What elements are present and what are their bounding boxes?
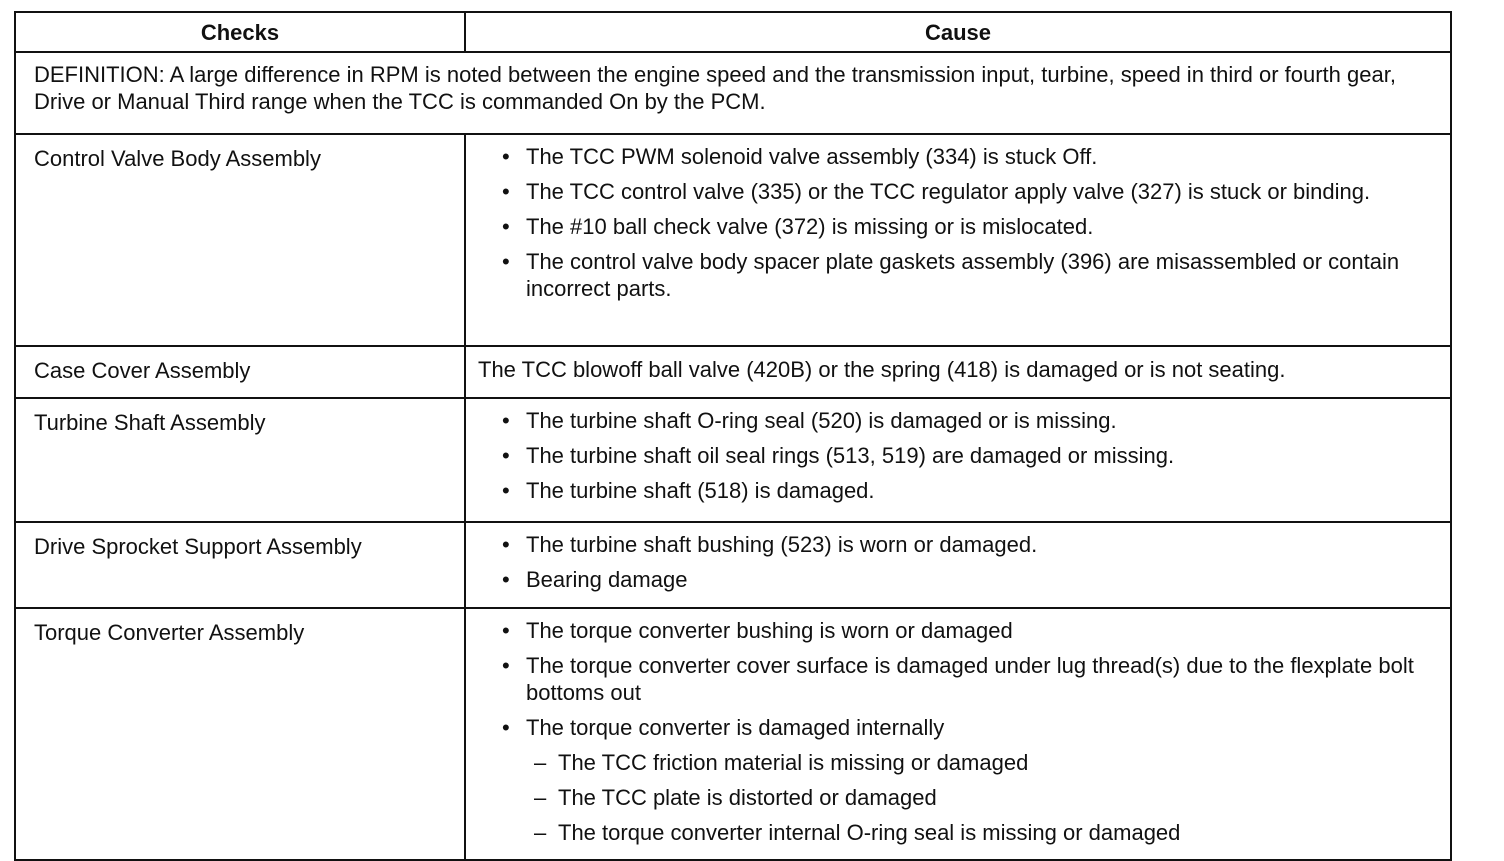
check-cell: Control Valve Body Assembly bbox=[15, 134, 465, 346]
cause-item bbox=[502, 407, 1438, 434]
cause-text: Bearing damage bbox=[526, 567, 688, 592]
cause-cell bbox=[465, 398, 1451, 522]
cause-list bbox=[502, 531, 1438, 593]
cause-cell: The TCC blowoff ball valve (420B) or the spring (418) is damaged or is not seating. bbox=[465, 346, 1451, 398]
cause-text: The torque converter bushing is worn or damaged bbox=[526, 618, 1013, 643]
cause-text: The turbine shaft (518) is damaged. bbox=[526, 478, 875, 503]
dash-icon: – bbox=[534, 820, 547, 845]
bullet-icon: • bbox=[502, 408, 510, 433]
cause-item bbox=[502, 213, 1438, 240]
table-header-row bbox=[15, 12, 1451, 52]
cause-item bbox=[502, 566, 1438, 593]
bullet-icon: • bbox=[502, 715, 510, 740]
table-row bbox=[15, 522, 1451, 608]
bullet-icon: • bbox=[502, 618, 510, 643]
cause-text: The control valve body spacer plate gaskets assembly (396) are misassembled or contain incorrect parts. bbox=[526, 249, 1400, 301]
dash-icon: – bbox=[534, 785, 547, 810]
bullet-icon: • bbox=[502, 214, 510, 239]
table-row bbox=[15, 346, 1451, 398]
table-row bbox=[15, 134, 1451, 346]
dash-icon: – bbox=[534, 750, 547, 775]
table-row bbox=[15, 608, 1451, 860]
cause-item bbox=[502, 248, 1438, 302]
definition-row bbox=[15, 52, 1451, 134]
cause-text: The turbine shaft O-ring seal (520) is damaged or is missing. bbox=[526, 408, 1117, 433]
cause-item bbox=[502, 617, 1438, 644]
sub-cause-text: The TCC friction material is missing or damaged bbox=[558, 750, 1029, 775]
cause-item bbox=[502, 143, 1438, 170]
table-row bbox=[15, 398, 1451, 522]
definition-text: DEFINITION: A large difference in RPM is noted between the engine speed and the transmission input, turbine, speed in third or fourth gear, Drive or Manual Third range when the TCC is commanded On by the PCM. bbox=[15, 52, 1451, 134]
cause-cell bbox=[465, 608, 1451, 860]
check-cell: Case Cover Assembly bbox=[15, 346, 465, 398]
sub-cause-text: The torque converter internal O-ring seal is missing or damaged bbox=[558, 820, 1181, 845]
cause-text: The turbine shaft bushing (523) is worn or damaged. bbox=[526, 532, 1038, 557]
cause-item bbox=[502, 442, 1438, 469]
cause-text: The TCC PWM solenoid valve assembly (334) is stuck Off. bbox=[526, 144, 1098, 169]
cause-text: The turbine shaft oil seal rings (513, 519) are damaged or missing. bbox=[526, 443, 1175, 468]
sub-cause-item bbox=[534, 819, 1438, 846]
cause-text: The TCC control valve (335) or the TCC regulator apply valve (327) is stuck or binding. bbox=[526, 179, 1371, 204]
cause-text: The #10 ball check valve (372) is missing or is mislocated. bbox=[526, 214, 1094, 239]
sub-cause-list bbox=[534, 749, 1438, 846]
header-checks: Checks bbox=[15, 12, 465, 52]
check-cell: Drive Sprocket Support Assembly bbox=[15, 522, 465, 608]
bullet-icon: • bbox=[502, 567, 510, 592]
check-cell: Turbine Shaft Assembly bbox=[15, 398, 465, 522]
bullet-icon: • bbox=[502, 532, 510, 557]
cause-list bbox=[502, 143, 1438, 302]
sub-cause-item bbox=[534, 749, 1438, 776]
cause-item bbox=[502, 477, 1438, 504]
diagnostic-table-container bbox=[14, 11, 1450, 861]
cause-item bbox=[502, 714, 1438, 846]
cause-item bbox=[502, 531, 1438, 558]
cause-cell bbox=[465, 522, 1451, 608]
bullet-icon: • bbox=[502, 478, 510, 503]
sub-cause-item bbox=[534, 784, 1438, 811]
bullet-icon: • bbox=[502, 179, 510, 204]
sub-cause-text: The TCC plate is distorted or damaged bbox=[558, 785, 937, 810]
cause-item bbox=[502, 652, 1438, 706]
check-cell: Torque Converter Assembly bbox=[15, 608, 465, 860]
cause-item bbox=[502, 178, 1438, 205]
diagnostic-table bbox=[14, 11, 1452, 861]
bullet-icon: • bbox=[502, 144, 510, 169]
bullet-icon: • bbox=[502, 443, 510, 468]
cause-list bbox=[502, 617, 1438, 846]
cause-text: The torque converter is damaged internally bbox=[526, 715, 945, 740]
cause-list bbox=[502, 407, 1438, 504]
header-cause: Cause bbox=[465, 12, 1451, 52]
bullet-icon: • bbox=[502, 653, 510, 678]
cause-text: The torque converter cover surface is damaged under lug thread(s) due to the flexplate bolt bottoms out bbox=[526, 653, 1414, 705]
bullet-icon: • bbox=[502, 249, 510, 274]
cause-cell bbox=[465, 134, 1451, 346]
